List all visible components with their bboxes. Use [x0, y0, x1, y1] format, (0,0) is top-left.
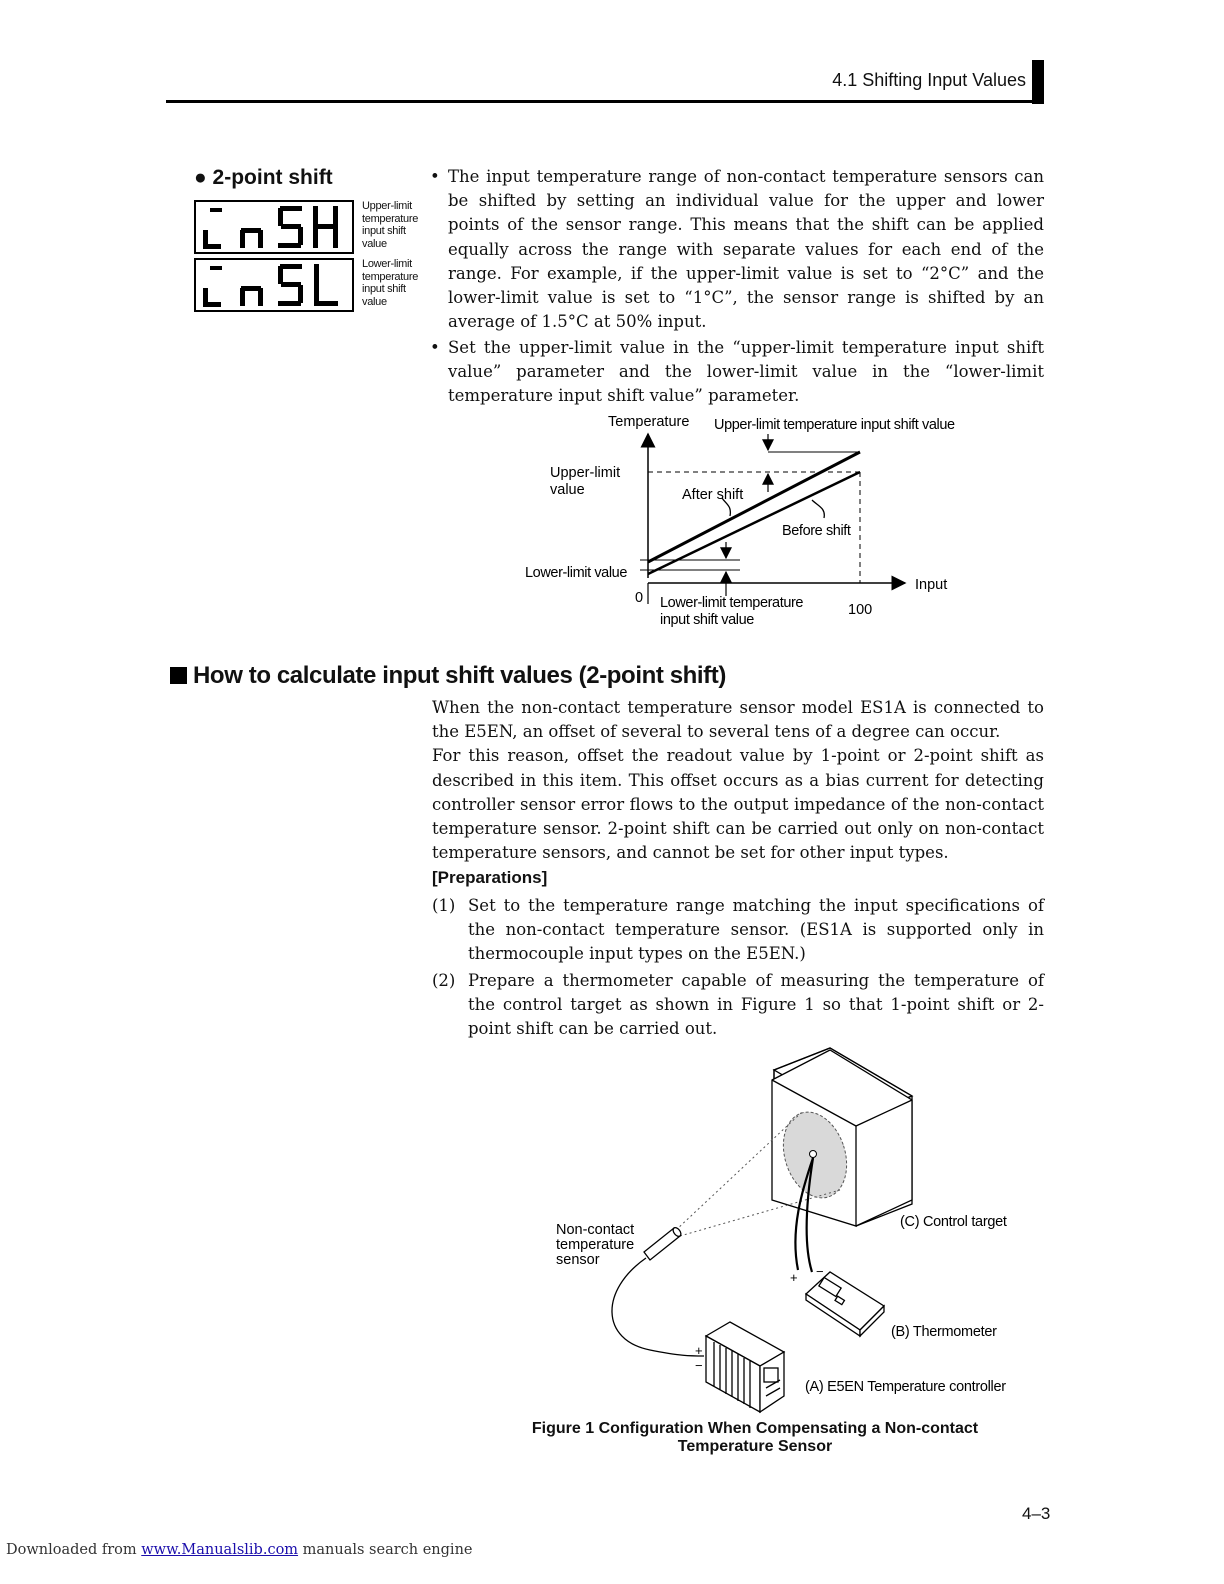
figure-caption: Figure 1 Configuration When Compensating a Non-contact Temperature Sensor [531, 1420, 979, 1455]
upper-limit-label: value [550, 482, 585, 498]
display-insh [194, 200, 354, 254]
seven-segment-insh-icon [196, 202, 352, 252]
section-body [432, 696, 1044, 865]
lower-limit-label: Lower-limit value [525, 565, 627, 581]
insl-label: Lower-limit temperature input shift value [362, 258, 419, 308]
sensor-label: Non-contact [556, 1222, 635, 1238]
sensor-label: sensor [556, 1252, 600, 1268]
shift-graph [500, 408, 1000, 633]
section-header-title: 4.1 Shifting Input Values [832, 70, 1026, 90]
e5en-controller-icon [706, 1322, 784, 1412]
bullet-circle-icon: ● [194, 166, 207, 189]
upper-shift-label: Upper-limit temperature input shift value [714, 417, 955, 433]
thermometer-plus: + [790, 1270, 798, 1285]
figure-configuration [540, 1040, 1040, 1420]
download-footer: Downloaded from www.Manualslib.com manuals search engine [6, 1542, 473, 1558]
insh-label: Upper-limit temperature input shift value [362, 200, 419, 250]
controller-label: (A) E5EN Temperature controller [805, 1379, 1006, 1395]
lower-shift-label: input shift value [660, 612, 754, 628]
page-number: 4–3 [1022, 1504, 1051, 1523]
controller-plus: + [695, 1343, 703, 1358]
two-point-shift-title [194, 166, 333, 190]
thermometer-minus: − [816, 1264, 824, 1279]
seven-segment-insl-icon [196, 260, 352, 310]
bullet-dot-icon: • [430, 167, 440, 186]
x-axis-label: Input [915, 577, 948, 593]
x-max-label: 100 [848, 602, 873, 618]
body-paragraph: For this reason, offset the readout value by 1-point or 2-point shift as described in this item. This offset occurs as a bias current for detecting controller sensor error flows to the output impedance of the non-contact temperature sensor. 2-point shift can be carried out only on non-contact temperature sensors, and cannot be set for other input types. [432, 746, 1044, 863]
preparation-item: (2) Prepare a thermometer capable of measuring the temperature of the control target as shown in Figure 1 so that 1-point shift or 2-point shift can be carried out. [432, 971, 1044, 1039]
bullet-dot-icon: • [430, 338, 440, 357]
two-point-title-text: 2-point shift [212, 166, 333, 189]
non-contact-sensor-icon [644, 1226, 682, 1260]
preparation-item: (1) Set to the temperature range matching the input specifications of the non-contact temperature sensor. (ES1A is supported only in thermocouple input types on the E5EN.) [432, 896, 1044, 964]
controller-minus: − [695, 1358, 703, 1373]
sensor-label: temperature [556, 1237, 635, 1253]
y-axis-label: Temperature [608, 414, 690, 430]
manualslib-link[interactable]: www.Manualslib.com [141, 1542, 299, 1558]
header-rule [166, 100, 1044, 103]
before-shift-label: Before shift [782, 523, 851, 539]
control-target-label: (C) Control target [900, 1214, 1007, 1230]
header-tab-marker [1032, 60, 1044, 104]
display-insl [194, 258, 354, 312]
body-paragraph: When the non-contact temperature sensor model ES1A is connected to the E5EN, an offset of several to several tens of a degree can occur. [432, 698, 1044, 742]
lower-shift-label: Lower-limit temperature [660, 595, 804, 611]
origin-label: 0 [635, 590, 644, 606]
after-shift-line [648, 452, 860, 562]
bullet-paragraph: • The input temperature range of non-contact temperature sensors can be shifted by setting an individual value for the upper and lower points of the sensor range. This means that the shift can be applied equally across the range with separate values for each end of the range. For example, if the upper-limit value is set to “2°C” and the lower-limit value is set to “1°C”, the sensor range is shifted by an average of 1.5°C at 50% input. [430, 167, 1044, 332]
thermometer-label: (B) Thermometer [891, 1324, 997, 1340]
section-heading: How to calculate input shift values (2-point shift) [170, 662, 726, 690]
upper-limit-label: Upper-limit [550, 465, 621, 481]
preparations-heading: [Preparations] [432, 868, 548, 887]
after-shift-label: After shift [682, 487, 744, 503]
thermometer-icon [806, 1272, 884, 1336]
heading-square-icon [170, 667, 187, 684]
bullet-paragraph: • Set the upper-limit value in the “upper-limit temperature input shift value” parameter and the lower-limit value in the “lower-limit temperature input shift value” parameter. [430, 338, 1044, 406]
